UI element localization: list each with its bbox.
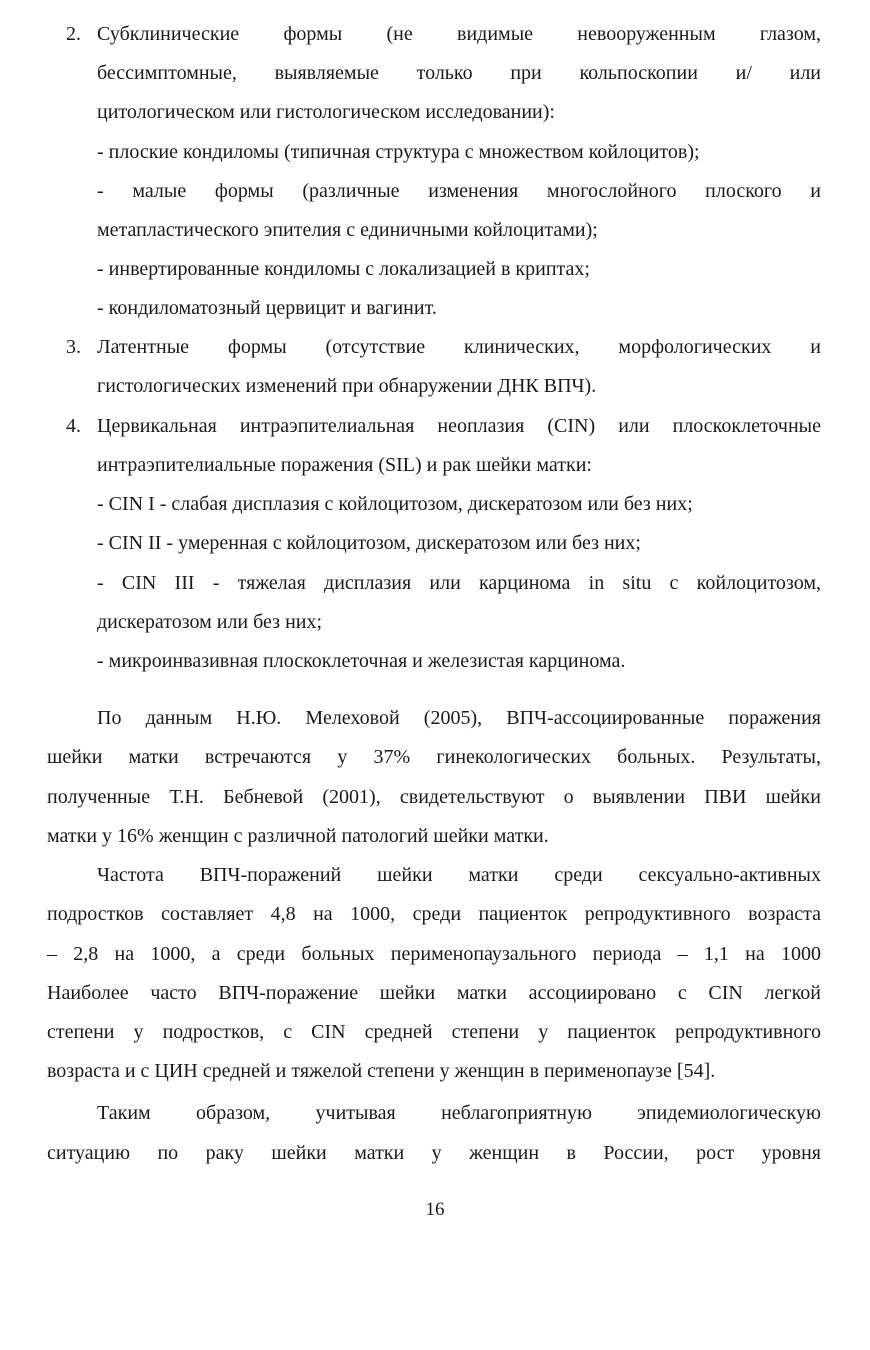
text-line: подростков составляет 4,8 на 1000, среди пациенток репродуктивного возраста [47,903,821,925]
text-line: Цервикальная интраэпителиальная неоплазия (CIN) или плоскоклеточные [97,415,821,437]
text-line: - CIN II - умеренная с койлоцитозом, дискератозом или без них; [97,532,641,554]
text-line: ситуацию по раку шейки матки у женщин в России, рост уровня [47,1142,821,1164]
text-line: матки у 16% женщин с различной патологий шейки матки. [47,825,549,847]
text-line: дискератозом или без них; [97,611,323,633]
text-line: - малые формы (различные изменения многослойного плоского и [97,180,821,202]
text-line: Латентные формы (отсутствие клинических, морфологических и [97,336,821,358]
text-line: возраста и с ЦИН средней и тяжелой степени у женщин в перименопаузе [54]. [47,1060,716,1082]
text-line: По данным Н.Ю. Мелеховой (2005), ВПЧ-ассоциированные поражения [97,707,821,729]
page-number: 16 [425,1199,445,1220]
text-line: Частота ВПЧ-поражений шейки матки среди сексуально-активных [97,864,821,886]
text-line: бессимптомные, выявляемые только при кольпоскопии и/ или [97,62,821,84]
text-line: Субклинические формы (не видимые невооруженным глазом, [97,23,821,45]
text-line: - CIN III - тяжелая дисплазия или карцинома in situ с койлоцитозом, [97,572,821,594]
text-line: - кондиломатозный цервицит и вагинит. [97,297,437,319]
list-number: 3. [66,336,81,358]
text-line: степени у подростков, с CIN средней степени у пациенток репродуктивного [47,1021,821,1043]
text-line: шейки матки встречаются у 37% гинекологических больных. Результаты, [47,746,821,768]
text-line: - плоские кондиломы (типичная структура с множеством койлоцитов); [97,141,700,163]
text-line: – 2,8 на 1000, а среди больных перименопаузального периода – 1,1 на 1000 [47,943,821,965]
text-line: - инвертированные кондиломы с локализацией в криптах; [97,258,590,280]
text-line: Наиболее часто ВПЧ-поражение шейки матки ассоциировано с CIN легкой [47,982,821,1004]
text-line: - микроинвазивная плоскоклеточная и железистая карцинома. [97,650,626,672]
text-line: метапластического эпителия с единичными койлоцитами); [97,219,598,241]
list-number: 4. [66,415,81,437]
list-number: 2. [66,23,81,45]
text-line: цитологическом или гистологическом исследовании): [97,101,555,123]
text-line: - CIN I - слабая дисплазия с койлоцитозом, дискератозом или без них; [97,493,693,515]
text-line: интраэпителиальные поражения (SIL) и рак шейки матки: [97,454,592,476]
text-line: полученные Т.Н. Бебневой (2001), свидетельствуют о выявлении ПВИ шейки [47,786,821,808]
text-line: Таким образом, учитывая неблагоприятную эпидемиологическую [97,1102,821,1124]
text-line: гистологических изменений при обнаружении ДНК ВПЧ). [97,375,597,397]
